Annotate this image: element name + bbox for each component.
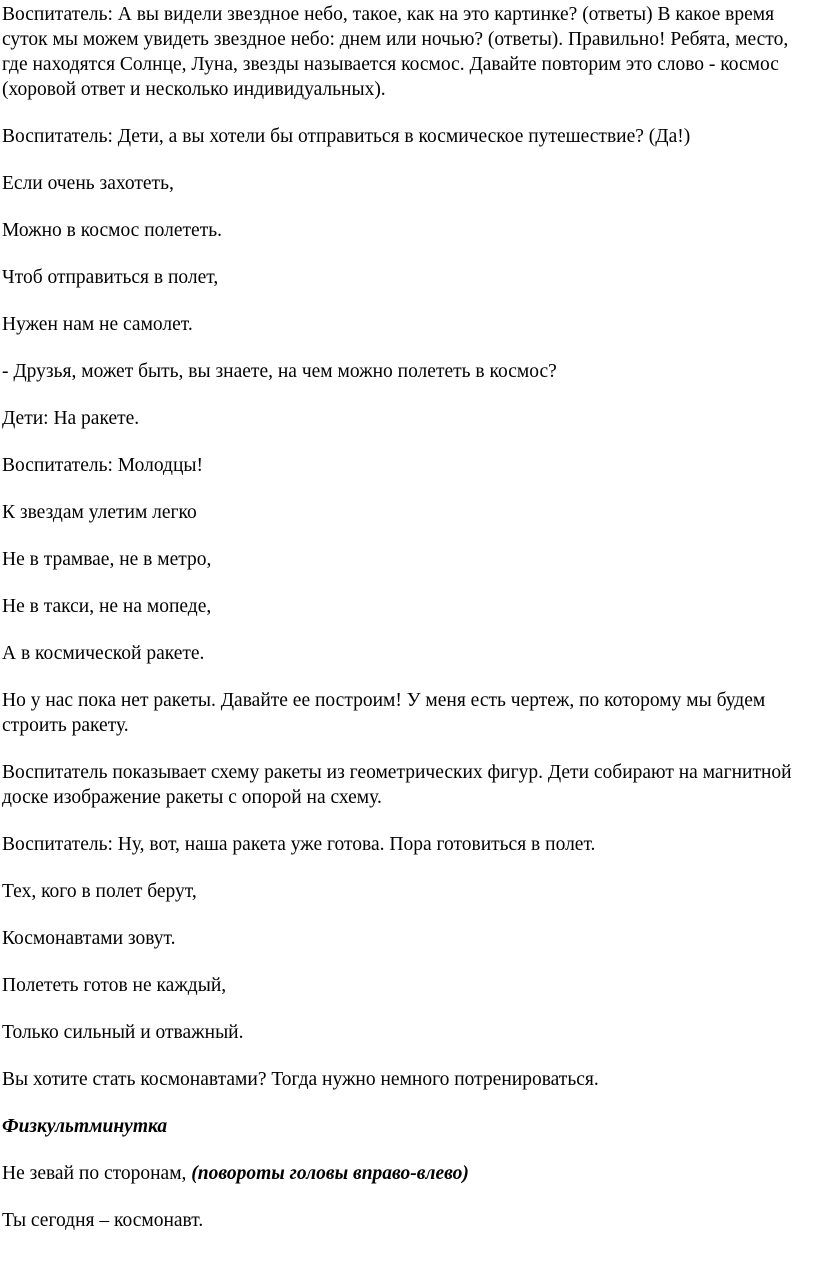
verse-line-10: Космонавтами зовут.	[2, 928, 176, 949]
exercise-text: Не зевай по сторонам,	[2, 1163, 192, 1184]
paragraph-scheme: Воспитатель показывает схему ракеты из геометрических фигур. Дети собирают на магнитной доске изображение ракеты с опорой на схему.	[2, 762, 792, 808]
verse-line-2: Можно в космос полететь.	[2, 220, 222, 241]
exercise-instruction: (повороты головы вправо-влево)	[191, 1163, 469, 1184]
verse-line-8: А в космической ракете.	[2, 643, 205, 664]
section-heading: Физкультминутка	[2, 1116, 168, 1137]
verse-line-5: К звездам улетим легко	[2, 502, 197, 523]
verse-line-1: Если очень захотеть,	[2, 173, 174, 194]
paragraph-training: Вы хотите стать космонавтами? Тогда нужно немного потренироваться.	[2, 1069, 599, 1090]
last-line: Ты сегодня – космонавт.	[2, 1210, 204, 1231]
verse-line-12: Только сильный и отважный.	[2, 1022, 244, 1043]
verse-line-7: Не в такси, не на мопеде,	[2, 596, 212, 617]
paragraph-2: Воспитатель: Дети, а вы хотели бы отправиться в космическое путешествие? (Да!)	[2, 126, 691, 147]
paragraph-build-rocket: Но у нас пока нет ракеты. Давайте ее построим! У меня есть чертеж, по которому мы будем строить ракету.	[2, 690, 766, 736]
verse-line-11: Полететь готов не каждый,	[2, 975, 227, 996]
exercise-line	[2, 1161, 816, 1186]
question-line: - Друзья, может быть, вы знаете, на чем можно полететь в космос?	[2, 361, 557, 382]
verse-line-6: Не в трамвае, не в метро,	[2, 549, 212, 570]
paragraph-rocket-ready: Воспитатель: Ну, вот, наша ракета уже готова. Пора готовиться в полет.	[2, 834, 596, 855]
teacher-praise: Воспитатель: Молодцы!	[2, 455, 203, 476]
verse-line-4: Нужен нам не самолет.	[2, 314, 193, 335]
verse-line-9: Тех, кого в полет берут,	[2, 881, 197, 902]
verse-line-3: Чтоб отправиться в полет,	[2, 267, 219, 288]
children-answer: Дети: На ракете.	[2, 408, 140, 429]
paragraph-1: Воспитатель: А вы видели звездное небо, такое, как на это картинке? (ответы) В какое время суток мы можем увидеть звездное небо: днем или ночью? (ответы). Правильно! Ребята, место, где находятся Солнце, Луна, звезды называется космос. Давайте повторим это слово - космос (хоровой ответ и несколько индивидуальных).	[2, 4, 789, 100]
